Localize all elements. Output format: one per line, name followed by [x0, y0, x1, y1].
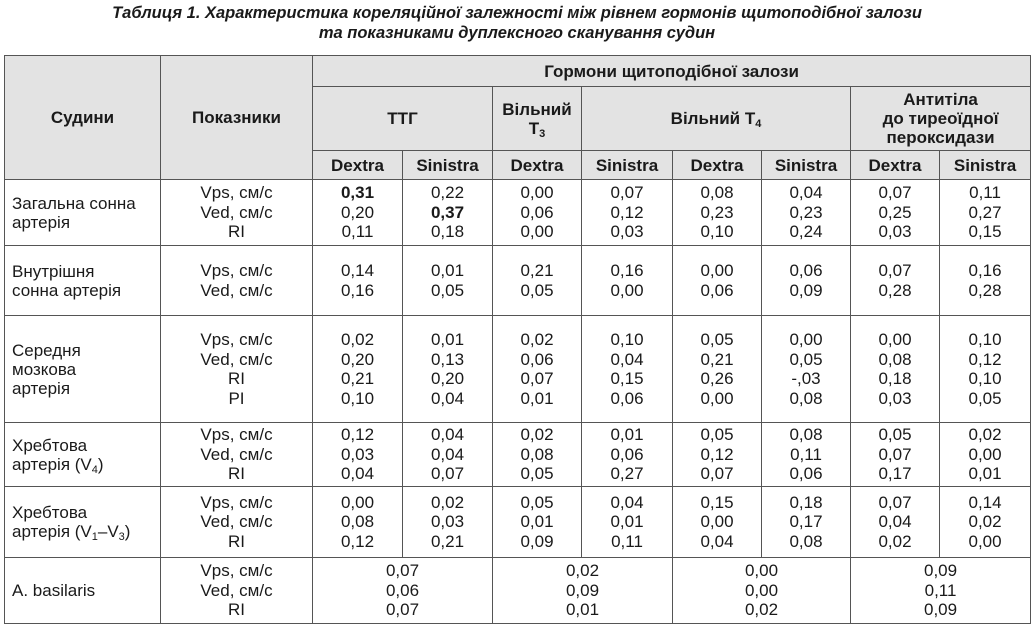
- value: 0,00: [520, 183, 554, 203]
- value: 0,09: [924, 561, 958, 581]
- value: 0,24: [789, 222, 823, 242]
- value: 0,02: [565, 561, 600, 581]
- value: 0,06: [789, 464, 823, 484]
- value: 0,03: [878, 222, 912, 242]
- value: 0,11: [341, 222, 374, 242]
- value: 0,21: [700, 349, 734, 369]
- value: 0,07: [878, 183, 912, 203]
- vessel-label-part: –V: [97, 522, 119, 541]
- table-caption: [0, 3, 1034, 43]
- vessel-label: A. basilaris: [12, 581, 96, 600]
- value: 0,07: [385, 600, 420, 620]
- indicator-label: RI: [228, 222, 245, 242]
- value: 0,01: [565, 600, 600, 620]
- value-cell: [762, 316, 851, 423]
- value: 0,07: [878, 261, 912, 280]
- vessel-label-part: ): [97, 454, 104, 474]
- value: 0,05: [700, 330, 734, 349]
- header-free-t4-label: Вільний T: [670, 109, 756, 128]
- value-cell: [403, 423, 493, 487]
- value-cell: [403, 246, 493, 316]
- value-cell: [851, 423, 940, 487]
- value: 0,01: [520, 512, 554, 532]
- vessel-label-part: артерія (V: [12, 454, 92, 474]
- value-cell: [313, 180, 403, 246]
- merged-value-cell: [673, 558, 851, 624]
- value: 0,02: [968, 512, 1002, 532]
- value: 0,07: [700, 464, 734, 484]
- value: 0,08: [789, 425, 823, 445]
- value: 0,27: [610, 464, 644, 484]
- value: 0,04: [878, 512, 912, 532]
- header-free-t3-sub: 3: [539, 127, 546, 140]
- value-cell: [582, 423, 673, 487]
- header-antibodies-line-2: до тиреоїдної: [882, 109, 999, 128]
- value: 0,07: [878, 444, 912, 464]
- value: 0,20: [340, 349, 375, 369]
- value: 0,00: [610, 280, 644, 300]
- vessel-label: Внутрішня: [12, 261, 95, 281]
- value-cell: [582, 246, 673, 316]
- value: 0,04: [789, 183, 823, 203]
- indicator-label: Ved, см/с: [200, 349, 273, 369]
- value: 0,04: [430, 425, 465, 445]
- value-cell: [940, 423, 1031, 487]
- value-cell: [582, 487, 673, 558]
- vessel-label-sub: 1: [91, 531, 98, 543]
- indicator-label: RI: [228, 464, 245, 484]
- table-row: [5, 316, 1031, 423]
- value: 0,06: [520, 202, 554, 222]
- value: 0,06: [700, 280, 734, 300]
- vessel-label-sub: 4: [91, 463, 98, 476]
- value: 0,03: [610, 222, 644, 242]
- value: 0,01: [430, 261, 465, 280]
- value: 0,04: [340, 464, 375, 484]
- value: 0,05: [700, 425, 734, 445]
- indicator-label: Vps, см/с: [200, 561, 273, 581]
- table-row: [5, 487, 1031, 558]
- value: 0,10: [700, 222, 734, 242]
- value: 0,02: [744, 600, 779, 620]
- value: 0,16: [968, 261, 1002, 280]
- value-cell: [313, 423, 403, 487]
- value: 0,03: [340, 444, 375, 464]
- value: 0,21: [340, 369, 375, 388]
- header-side-dextra: Dextra: [851, 151, 940, 180]
- correlation-table: [4, 55, 1031, 624]
- vessel-label: артерія: [12, 212, 71, 232]
- header-side-sinistra: Sinistra: [403, 151, 493, 180]
- value: 0,00: [700, 261, 734, 280]
- value: 0,10: [968, 369, 1002, 388]
- value: 0,01: [610, 425, 644, 445]
- indicators-cell: [161, 316, 313, 423]
- value: 0,05: [968, 388, 1002, 408]
- value-cell: [673, 246, 762, 316]
- value: 0,15: [610, 369, 644, 388]
- table-row: [5, 246, 1031, 316]
- value-cell: [762, 487, 851, 558]
- value-cell: [403, 487, 493, 558]
- value: 0,06: [520, 349, 554, 369]
- value: 0,11: [611, 531, 643, 551]
- value: 0,01: [430, 330, 465, 349]
- indicator-label: Vps, см/с: [200, 492, 273, 512]
- value: 0,15: [968, 222, 1002, 242]
- header-hormones: Гормони щитоподібної залози: [313, 56, 1031, 87]
- vessel-label: Хребтова: [12, 435, 88, 455]
- indicator-label: Vps, см/с: [200, 330, 273, 349]
- value: 0,18: [878, 369, 912, 388]
- value: 0,09: [565, 580, 600, 600]
- value: 0,05: [878, 425, 912, 445]
- value-cell: [313, 487, 403, 558]
- value-cell: [673, 180, 762, 246]
- value: 0,28: [968, 280, 1002, 300]
- value-cell: [493, 246, 582, 316]
- value: 0,02: [340, 330, 375, 349]
- value: 0,05: [520, 492, 554, 512]
- value: 0,00: [700, 388, 734, 408]
- indicator-label: Ved, см/с: [200, 512, 273, 532]
- value: 0,04: [430, 444, 465, 464]
- indicator-label: Ved, см/с: [200, 280, 273, 300]
- value: 0,01: [610, 512, 644, 532]
- caption-line-2: та показниками дуплексного сканування судин: [318, 24, 716, 42]
- value-bold: 0,31: [340, 183, 375, 203]
- value: 0,20: [340, 202, 375, 222]
- value: 0,11: [969, 183, 1001, 203]
- merged-value-cell: [851, 558, 1031, 624]
- value: 0,00: [700, 512, 734, 532]
- vessel-label: артерія: [12, 378, 71, 398]
- value: 0,27: [968, 202, 1002, 222]
- value: 0,00: [789, 330, 823, 349]
- value-cell: [940, 316, 1031, 423]
- indicator-label: RI: [228, 369, 245, 388]
- value: 0,05: [789, 349, 823, 369]
- indicators-cell: [161, 558, 313, 624]
- value: 0,00: [744, 580, 779, 600]
- value: 0,06: [385, 580, 420, 600]
- indicator-label: RI: [228, 531, 245, 551]
- value: 0,21: [430, 531, 465, 551]
- value: 0,09: [520, 531, 554, 551]
- value-cell: [851, 487, 940, 558]
- value: 0,00: [878, 330, 912, 349]
- value: 0,10: [340, 388, 375, 408]
- value: 0,16: [340, 280, 375, 300]
- vessel-label-sub: 3: [118, 531, 125, 543]
- value: 0,16: [610, 261, 644, 280]
- value: 0,12: [610, 202, 644, 222]
- vessel-label-part: ): [124, 522, 131, 541]
- indicators-cell: [161, 180, 313, 246]
- value: 0,04: [610, 492, 644, 512]
- value: 0,13: [430, 349, 465, 369]
- value: 0,04: [610, 349, 644, 369]
- vessel-label: Загальна сонна: [12, 193, 136, 213]
- value-cell: [940, 487, 1031, 558]
- value: 0,03: [878, 388, 912, 408]
- vessel-cell: [5, 246, 161, 316]
- merged-value-cell: [313, 558, 493, 624]
- header-free-t4-sub: 4: [755, 118, 762, 130]
- value: 0,07: [520, 369, 554, 388]
- header-free-t4: [582, 87, 851, 151]
- vessel-label: Хребтова: [12, 503, 88, 522]
- value: 0,08: [700, 183, 734, 203]
- value: 0,15: [700, 492, 734, 512]
- value: 0,02: [878, 531, 912, 551]
- value-cell: [582, 316, 673, 423]
- vessel-cell: [5, 180, 161, 246]
- value: 0,22: [430, 183, 465, 203]
- value: 0,20: [430, 369, 465, 388]
- value: 0,12: [340, 425, 375, 445]
- vessel-label-part: артерія (V: [12, 522, 92, 541]
- value: 0,00: [968, 531, 1002, 551]
- value: 0,23: [700, 202, 734, 222]
- value: 0,00: [340, 492, 375, 512]
- header-side-dextra: Dextra: [313, 151, 403, 180]
- value-cell: [582, 180, 673, 246]
- table-row: [5, 423, 1031, 487]
- value: 0,04: [430, 388, 465, 408]
- value-cell: [313, 316, 403, 423]
- header-side-dextra: Dextra: [673, 151, 762, 180]
- value-cell: [673, 487, 762, 558]
- value: 0,17: [878, 464, 912, 484]
- value: 0,01: [968, 464, 1002, 484]
- value-cell: [493, 316, 582, 423]
- indicators-cell: [161, 246, 313, 316]
- header-ttg: ТТГ: [313, 87, 493, 151]
- indicator-label: Ved, см/с: [200, 580, 273, 600]
- value-cell: [493, 423, 582, 487]
- header-antibodies: [851, 87, 1031, 151]
- vessel-cell: [5, 487, 161, 558]
- value-cell: [940, 246, 1031, 316]
- indicator-label: PI: [228, 388, 245, 408]
- vessel-label: мозкова: [12, 359, 77, 379]
- value: 0,12: [700, 444, 734, 464]
- value-cell: [403, 316, 493, 423]
- value-cell: [851, 316, 940, 423]
- value: 0,00: [744, 561, 779, 581]
- value: 0,01: [520, 388, 554, 408]
- value: 0,18: [430, 222, 465, 242]
- header-antibodies-line-3: пероксидази: [886, 128, 995, 147]
- value: 0,03: [430, 512, 465, 532]
- indicators-cell: [161, 423, 313, 487]
- vessel-cell: [5, 558, 161, 624]
- value-cell: [762, 423, 851, 487]
- table-row: [5, 180, 1031, 246]
- value: 0,10: [968, 330, 1002, 349]
- value-cell: [940, 180, 1031, 246]
- header-vessels: Судини: [5, 56, 161, 180]
- value: 0,17: [789, 512, 823, 532]
- value: 0,25: [878, 202, 912, 222]
- vessel-cell: [5, 316, 161, 423]
- vessel-label: [12, 455, 160, 474]
- value-cell: [493, 487, 582, 558]
- value: 0,00: [520, 222, 554, 242]
- value: 0,12: [968, 349, 1002, 369]
- indicator-label: Vps, см/с: [200, 261, 273, 280]
- value-cell: [762, 246, 851, 316]
- indicator-label: Ved, см/с: [200, 444, 273, 464]
- value: 0,02: [430, 492, 465, 512]
- value-cell: [851, 180, 940, 246]
- value: 0,12: [340, 531, 375, 551]
- value: 0,11: [924, 580, 957, 600]
- table-row: [5, 558, 1031, 624]
- value-cell: [313, 246, 403, 316]
- value-bold: 0,37: [430, 202, 465, 222]
- value: 0,07: [878, 492, 912, 512]
- value-cell: [493, 180, 582, 246]
- value: 0,07: [430, 464, 465, 484]
- caption-line-1: Таблиця 1. Характеристика кореляційної залежності між рівнем гормонів щитоподібної залози: [112, 4, 922, 22]
- value: 0,21: [520, 261, 554, 280]
- header-antibodies-line-1: Антитіла: [903, 90, 978, 109]
- indicator-label: RI: [228, 600, 245, 620]
- value: 0,06: [789, 261, 823, 280]
- value: 0,05: [520, 464, 554, 484]
- value: 0,02: [968, 425, 1002, 445]
- vessel-label: [12, 522, 160, 541]
- value-cell: [673, 316, 762, 423]
- header-side-sinistra: Sinistra: [582, 151, 673, 180]
- value: 0,07: [385, 561, 420, 581]
- value: 0,28: [878, 280, 912, 300]
- value-cell: [762, 180, 851, 246]
- value: 0,08: [340, 512, 375, 532]
- value: 0,02: [520, 425, 554, 445]
- value: 0,18: [789, 492, 823, 512]
- value: 0,14: [340, 261, 375, 280]
- vessel-label: Середня: [12, 340, 81, 360]
- value-cell: [851, 246, 940, 316]
- value: 0,08: [520, 444, 554, 464]
- value: 0,09: [924, 600, 958, 620]
- value: 0,04: [700, 531, 734, 551]
- indicator-label: Ved, см/с: [200, 202, 273, 222]
- value: 0,05: [430, 280, 465, 300]
- value: 0,26: [700, 369, 734, 388]
- value: 0,06: [610, 388, 644, 408]
- vessel-cell: [5, 423, 161, 487]
- value: 0,00: [968, 444, 1002, 464]
- value: 0,11: [790, 444, 822, 464]
- value: 0,23: [789, 202, 823, 222]
- header-free-t3: [493, 87, 582, 151]
- value: 0,08: [878, 349, 912, 369]
- header-side-sinistra: Sinistra: [762, 151, 851, 180]
- header-side-dextra: Dextra: [493, 151, 582, 180]
- indicators-cell: [161, 487, 313, 558]
- value: 0,06: [610, 444, 644, 464]
- header-indicators: Показники: [161, 56, 313, 180]
- value: 0,07: [610, 183, 644, 203]
- indicator-label: Vps, см/с: [200, 425, 273, 445]
- header-free-t3-label: Вільний T: [502, 99, 572, 138]
- merged-value-cell: [493, 558, 673, 624]
- indicator-label: Vps, см/с: [200, 183, 273, 203]
- value: 0,14: [968, 492, 1002, 512]
- value: -,03: [791, 369, 821, 388]
- value: 0,10: [610, 330, 644, 349]
- value: 0,02: [520, 330, 554, 349]
- value: 0,09: [789, 280, 823, 300]
- value: 0,08: [789, 531, 823, 551]
- value: 0,08: [789, 388, 823, 408]
- header-side-sinistra: Sinistra: [940, 151, 1031, 180]
- vessel-label: сонна артерія: [12, 280, 122, 300]
- value-cell: [403, 180, 493, 246]
- value: 0,05: [520, 280, 554, 300]
- value-cell: [673, 423, 762, 487]
